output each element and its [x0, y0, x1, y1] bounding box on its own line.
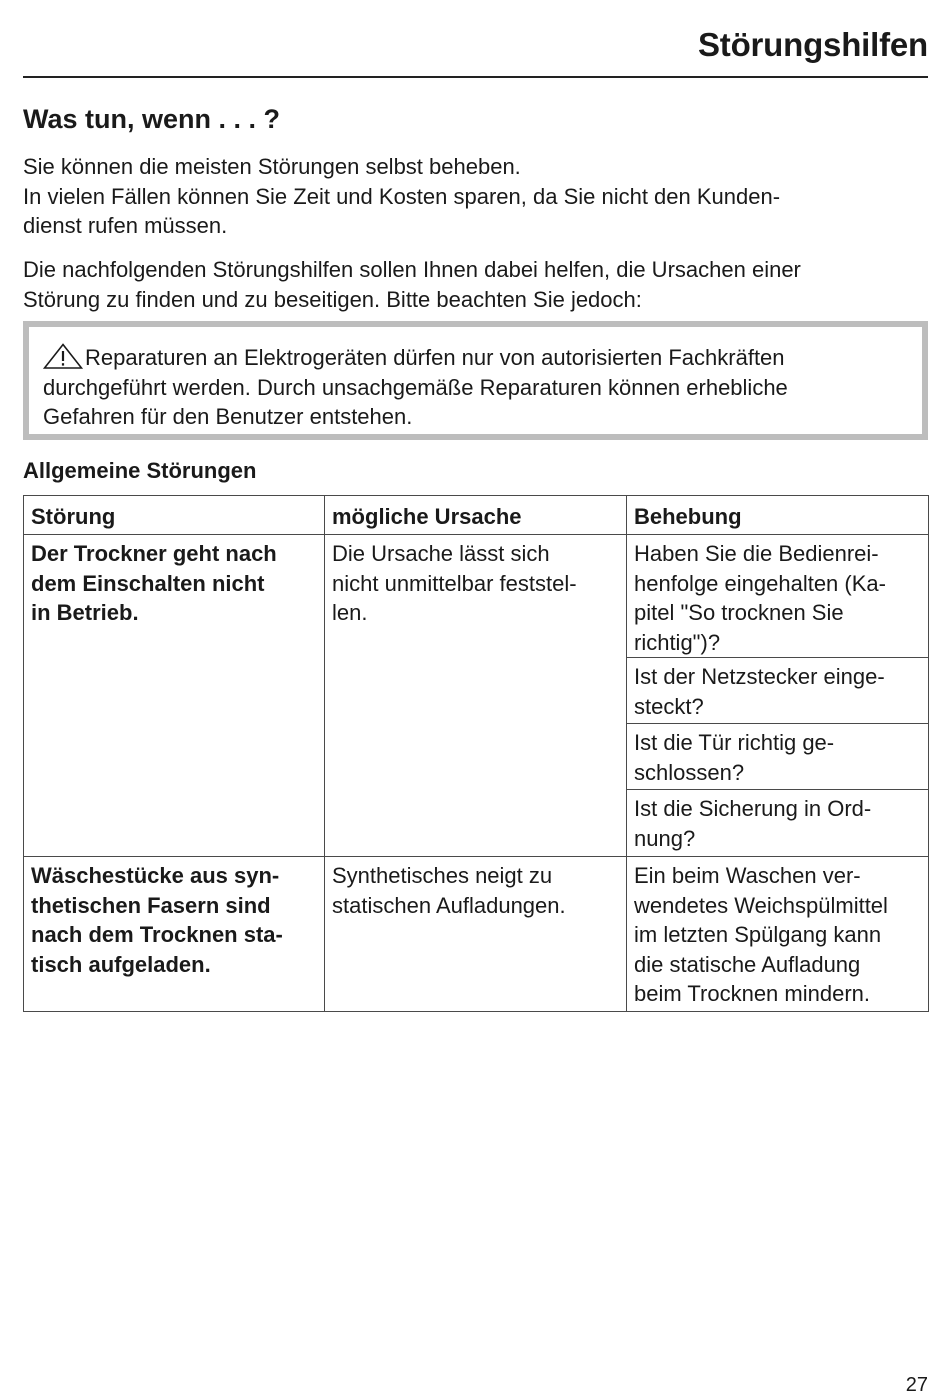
- header-rule: [23, 76, 928, 78]
- remedy-cell: [627, 790, 929, 857]
- text-line: len.: [332, 600, 368, 625]
- text-line: Ist die Tür richtig ge-: [634, 730, 835, 755]
- problem-cell: [24, 535, 325, 857]
- intro-paragraph-1: [23, 152, 923, 241]
- table-row: [24, 857, 929, 1012]
- text-line: Störung zu finden und zu beseitigen. Bitte beachten Sie jedoch:: [23, 286, 642, 312]
- text-line: Die nachfolgenden Störungshilfen sollen Ihnen dabei helfen, die Ursachen einer: [23, 257, 801, 282]
- text-line: Sie können die meisten Störungen selbst beheben.: [23, 154, 521, 179]
- warning-box: [23, 321, 928, 440]
- text-line: richtig")?: [634, 629, 721, 655]
- remedy-cell: [627, 535, 929, 658]
- page-number: 27: [905, 1374, 928, 1396]
- text-line: Wäschestücke aus syn-: [31, 863, 280, 888]
- table-row: [24, 535, 929, 658]
- text-line: Ist die Sicherung in Ord-: [634, 796, 872, 821]
- text-line: Der Trockner geht nach: [31, 541, 277, 566]
- text-line: schlossen?: [634, 759, 745, 785]
- text-line: Haben Sie die Bedienrei-: [634, 541, 879, 566]
- problem-cell: [24, 857, 325, 1012]
- troubleshooting-table: [23, 495, 929, 1012]
- remedy-cell: [627, 857, 929, 1012]
- text-line: nung?: [634, 825, 696, 851]
- page-header-title: Störungshilfen: [697, 26, 928, 63]
- column-header-problem: Störung: [24, 496, 325, 535]
- warning-line: Gefahren für den Benutzer entstehen.: [43, 404, 413, 429]
- table-subheading: Allgemeine Störungen: [23, 458, 257, 483]
- text-line: die statische Aufladung: [634, 951, 861, 977]
- text-line: in Betrieb.: [31, 600, 139, 625]
- cause-cell: [325, 857, 627, 1012]
- section-heading: Was tun, wenn . . . ?: [23, 104, 281, 134]
- text-line: henfolge eingehalten (Ka-: [634, 570, 886, 596]
- table-header-row: [24, 496, 929, 535]
- text-line: Ein beim Waschen ver-: [634, 863, 861, 888]
- warning-text: [43, 343, 788, 432]
- warning-line: durchgeführt werden. Durch unsachgemäße Reparaturen können erhebliche: [43, 374, 788, 400]
- text-line: In vielen Fällen können Sie Zeit und Kosten sparen, da Sie nicht den Kunden-: [23, 183, 781, 209]
- text-line: tisch aufgeladen.: [31, 951, 211, 977]
- text-line: dem Einschalten nicht: [31, 570, 265, 596]
- remedy-cell: [627, 724, 929, 790]
- text-line: Ist der Netzstecker einge-: [634, 664, 885, 689]
- text-line: wendetes Weichspülmittel: [634, 892, 888, 918]
- text-line: thetischen Fasern sind: [31, 892, 271, 918]
- text-line: nicht unmittelbar feststel-: [332, 570, 577, 596]
- text-line: beim Trocknen mindern.: [634, 981, 870, 1006]
- remedy-cell: [627, 658, 929, 724]
- column-header-cause: mögliche Ursache: [325, 496, 627, 535]
- text-line: im letzten Spülgang kann: [634, 922, 882, 947]
- text-line: nach dem Trocknen sta-: [31, 922, 283, 947]
- warning-triangle-icon: [43, 343, 83, 369]
- column-header-remedy: Behebung: [627, 496, 929, 535]
- text-line: dienst rufen müssen.: [23, 213, 228, 238]
- text-line: pitel "So trocknen Sie: [634, 600, 844, 625]
- text-line: Synthetisches neigt zu: [332, 863, 553, 888]
- cause-cell: [325, 535, 627, 857]
- text-line: Die Ursache lässt sich: [332, 541, 550, 566]
- text-line: statischen Aufladungen.: [332, 892, 566, 918]
- intro-paragraph-2: [23, 255, 923, 314]
- text-line: steckt?: [634, 693, 704, 719]
- warning-line: Reparaturen an Elektrogeräten dürfen nur von autorisierten Fachkräften: [85, 345, 785, 370]
